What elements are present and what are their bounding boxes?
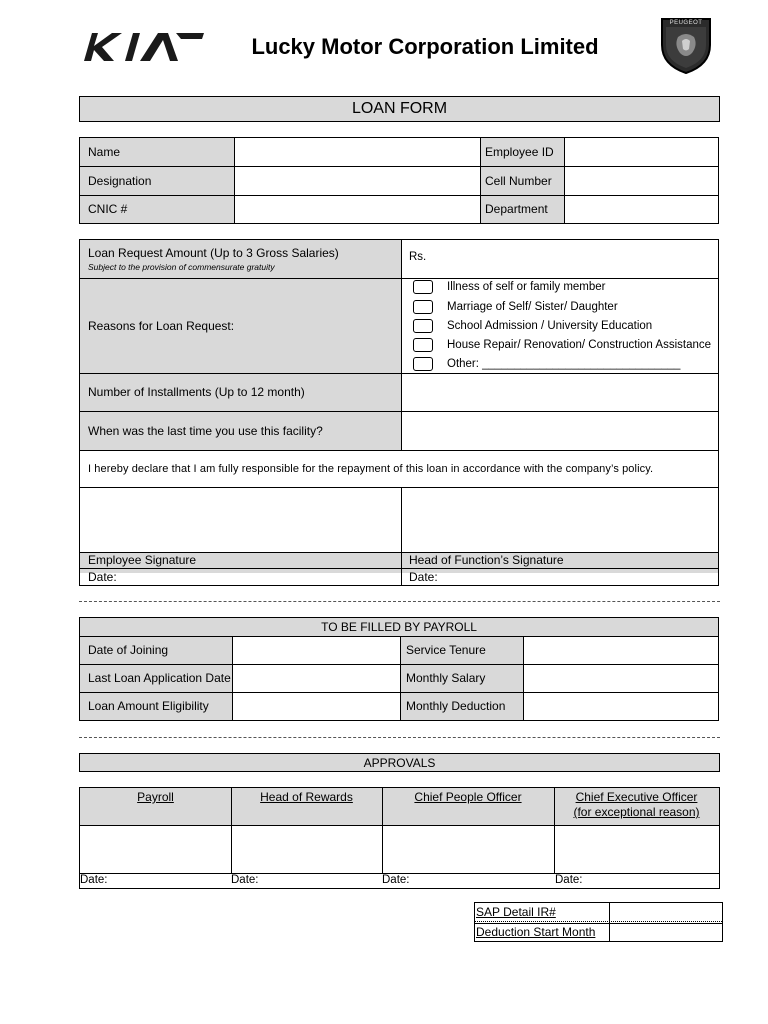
monthly-salary-label: Monthly Salary	[406, 671, 486, 685]
installments-label: Number of Installments (Up to 12 month)	[88, 385, 305, 399]
checkbox-education[interactable]	[413, 319, 433, 333]
approvals-table	[79, 787, 720, 889]
last-use-field[interactable]	[402, 412, 718, 450]
reason-house-repair: House Repair/ Renovation/ Construction Assistance	[447, 339, 712, 351]
last-loan-date-label: Last Loan Application Date	[88, 671, 231, 685]
sap-detail-label: SAP Detail IR#	[476, 905, 556, 919]
checkbox-house-repair[interactable]	[413, 338, 433, 352]
cnic-label: CNIC #	[88, 202, 128, 216]
employee-info-table	[79, 137, 719, 224]
name-field[interactable]	[235, 138, 480, 166]
approval-payroll-header: Payroll	[137, 790, 174, 804]
date-of-joining-label: Date of Joining	[88, 643, 169, 657]
checkbox-illness[interactable]	[413, 280, 433, 294]
hof-date-label: Date:	[409, 570, 438, 584]
cell-number-label: Cell Number	[485, 173, 552, 188]
kia-logo	[80, 28, 208, 66]
cnic-field[interactable]	[235, 196, 480, 223]
approval-cpo-header: Chief People Officer	[414, 790, 522, 804]
approval-rewards-date: Date:	[231, 874, 259, 886]
last-loan-date-field[interactable]	[233, 665, 400, 692]
peugeot-logo-text: PEUGEOT	[669, 20, 703, 26]
peugeot-logo	[656, 15, 716, 77]
designation-label: Designation	[88, 173, 152, 188]
approval-ceo-header: Chief Executive Officer	[575, 790, 698, 804]
reason-marriage: Marriage of Self/ Sister/ Daughter	[447, 301, 618, 313]
kia-logo-icon	[80, 28, 208, 66]
payroll-title: TO BE FILLED BY PAYROLL	[321, 620, 477, 634]
checkbox-marriage[interactable]	[413, 300, 433, 314]
approval-ceo-note: (for exceptional reason)	[573, 805, 700, 819]
loan-eligibility-label: Loan Amount Eligibility	[88, 699, 209, 713]
installments-field[interactable]	[402, 374, 718, 411]
sap-detail-field[interactable]	[610, 903, 722, 921]
approvals-title: APPROVALS	[79, 753, 720, 772]
sap-table	[474, 902, 723, 942]
monthly-deduction-label: Monthly Deduction	[406, 699, 506, 713]
deduction-start-field[interactable]	[610, 924, 722, 941]
approval-ceo-date: Date:	[555, 874, 583, 886]
approval-payroll-sign[interactable]	[80, 826, 231, 873]
approval-rewards-sign[interactable]	[232, 826, 382, 873]
approval-payroll-date: Date:	[80, 874, 108, 886]
approval-cpo-date: Date:	[382, 874, 410, 886]
separator-2	[79, 737, 720, 738]
checkbox-other[interactable]	[413, 357, 433, 371]
designation-field[interactable]	[235, 167, 480, 195]
loan-eligibility-field[interactable]	[233, 693, 400, 720]
declaration-text: I hereby declare that I am fully responsible for the repayment of this loan in accordance with the company’s policy.	[88, 462, 654, 475]
loan-request-table	[79, 239, 719, 586]
approval-ceo-sign[interactable]	[555, 826, 719, 873]
service-tenure-label: Service Tenure	[406, 643, 486, 657]
payroll-table	[79, 617, 719, 721]
employee-date-label: Date:	[88, 570, 117, 584]
hof-signature-box[interactable]	[402, 488, 718, 552]
loan-amount-label: Loan Request Amount (Up to 3 Gross Salaries)	[88, 246, 339, 260]
name-label: Name	[88, 145, 121, 159]
reasons-list	[402, 279, 718, 373]
service-tenure-field[interactable]	[524, 637, 718, 664]
company-title: Lucky Motor Corporation Limited	[251, 34, 599, 59]
reasons-label: Reasons for Loan Request:	[88, 318, 235, 333]
approval-rewards-header: Head of Rewards	[260, 790, 353, 804]
date-of-joining-field[interactable]	[233, 637, 400, 664]
hof-signature-label: Head of Function’s Signature	[409, 553, 564, 567]
deduction-start-label: Deduction Start Month	[476, 925, 596, 939]
rs-prefix: Rs.	[409, 251, 427, 263]
department-label: Department	[485, 202, 548, 216]
reason-education: School Admission / University Education	[447, 320, 653, 332]
employee-signature-label: Employee Signature	[88, 553, 197, 567]
reason-other: Other: _______________________________	[447, 358, 681, 370]
separator-1	[79, 601, 720, 602]
employee-signature-box[interactable]	[80, 488, 401, 552]
monthly-deduction-field[interactable]	[524, 693, 718, 720]
department-field[interactable]	[565, 196, 718, 223]
monthly-salary-field[interactable]	[524, 665, 718, 692]
employee-id-label: Employee ID	[485, 145, 554, 159]
approval-cpo-sign[interactable]	[383, 826, 554, 873]
loan-amount-note: Subject to the provision of commensurate gratuity	[88, 262, 275, 272]
form-title: LOAN FORM	[79, 96, 720, 122]
last-use-label: When was the last time you use this facility?	[88, 423, 323, 438]
reason-illness: Illness of self or family member	[447, 281, 606, 293]
loan-amount-field[interactable]	[402, 240, 718, 278]
cell-number-field[interactable]	[565, 167, 718, 195]
employee-id-field[interactable]	[565, 138, 718, 166]
